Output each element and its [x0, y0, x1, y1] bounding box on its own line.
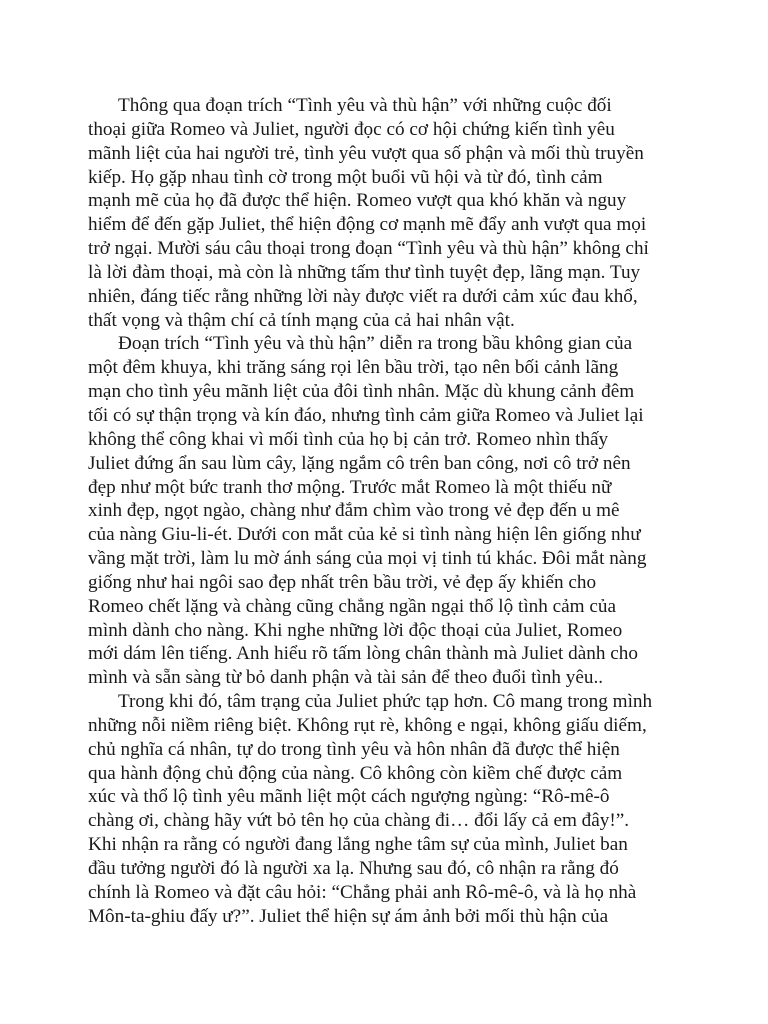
text-line: mạn cho tình yêu mãnh liệt của đôi tình nhân. Mặc dù khung cảnh đêm: [88, 381, 635, 403]
text-line: vầng mặt trời, làm lu mờ ánh sáng của mọi vị tinh tú khác. Đôi mắt nàng: [88, 548, 647, 570]
text-line: mãnh liệt của hai người trẻ, tình yêu vượt qua số phận và mối thù truyền: [88, 142, 644, 164]
text-line: là lời đàm thoại, mà còn là những tấm thư tình tuyệt đẹp, lãng mạn. Tuy: [88, 261, 641, 283]
text-line: không thể công khai vì mối tình của họ bị cản trở. Romeo nhìn thấy: [88, 428, 609, 450]
text-line: thất vọng và thậm chí cả tính mạng của cả hai nhân vật.: [88, 309, 515, 331]
text-line: trở ngại. Mười sáu câu thoại trong đoạn “Tình yêu và thù hận” không chỉ: [88, 238, 649, 260]
text-line: chính là Romeo và đặt câu hỏi: “Chẳng phải anh Rô-mê-ô, và là họ nhà: [88, 881, 637, 903]
text-line: Romeo chết lặng và chàng cũng chẳng ngần ngại thổ lộ tình cảm của: [88, 595, 617, 617]
text-line: Môn-ta-ghiu đấy ư?”. Juliet thể hiện sự ám ảnh bởi mối thù hận của: [88, 905, 609, 927]
text-line: của nàng Giu-li-ét. Dưới con mắt của kẻ si tình nàng hiện lên giống như: [88, 524, 641, 546]
text-line: chủ nghĩa cá nhân, tự do trong tình yêu và hôn nhân đã được thể hiện: [88, 738, 620, 760]
text-line: một đêm khuya, khi trăng sáng rọi lên bầu trời, tạo nên bối cảnh lãng: [88, 357, 619, 379]
text-line: tối có sự thận trọng và kín đáo, nhưng tình cảm giữa Romeo và Juliet lại: [88, 404, 644, 426]
text-line: hiểm để đến gặp Juliet, thể hiện động cơ mạnh mẽ đẩy anh vượt qua mọi: [88, 214, 647, 236]
text-line: đầu tưởng người đó là người xa lạ. Nhưng sau đó, cô nhận ra rằng đó: [88, 858, 619, 879]
text-line: đẹp như một bức tranh thơ mộng. Trước mắt Romeo là một thiếu nữ: [88, 476, 612, 498]
text-line: Juliet đứng ẩn sau lùm cây, lặng ngắm cô trên ban công, nơi cô trở nên: [88, 452, 631, 474]
body-text: [88, 94, 688, 929]
text-line: mạnh mẽ của họ đã được thể hiện. Romeo vượt qua khó khăn và nguy: [88, 190, 627, 212]
text-line: những nỗi niềm riêng biệt. Không rụt rè, không e ngại, không giấu diếm,: [88, 714, 647, 736]
text-line: kiếp. Họ gặp nhau tình cờ trong một buổi vũ hội và từ đó, tình cảm: [88, 166, 603, 188]
paragraph: [88, 690, 688, 928]
paragraph: [88, 332, 688, 690]
text-line: Trong khi đó, tâm trạng của Juliet phức tạp hơn. Cô mang trong mình: [118, 691, 653, 713]
text-line: thoại giữa Romeo và Juliet, người đọc có cơ hội chứng kiến tình yêu: [88, 118, 615, 140]
text-line: giống như hai ngôi sao đẹp nhất trên bầu trời, vẻ đẹp ấy khiến cho: [88, 571, 597, 593]
text-line: xúc và thổ lộ tình yêu mãnh liệt một cách ngượng ngùng: “Rô-mê-ô: [88, 786, 610, 808]
text-line: Thông qua đoạn trích “Tình yêu và thù hận” với những cuộc đối: [118, 95, 612, 116]
text-line: mới dám lên tiếng. Anh hiểu rõ tấm lòng chân thành mà Juliet dành cho: [88, 643, 638, 665]
text-line: mình dành cho nàng. Khi nghe những lời độc thoại của Juliet, Romeo: [88, 619, 623, 641]
text-line: nhiên, đáng tiếc rằng những lời này được viết ra dưới cảm xúc đau khổ,: [88, 285, 638, 307]
text-line: qua hành động chủ động của nàng. Cô không còn kiềm chế được cảm: [88, 762, 623, 784]
paragraph: [88, 94, 688, 332]
text-line: mình và sẵn sàng từ bỏ danh phận và tài sản để theo đuổi tình yêu..: [88, 667, 604, 689]
text-line: Khi nhận ra rằng có người đang lắng nghe tâm sự của mình, Juliet ban: [88, 834, 628, 856]
text-line: xinh đẹp, ngọt ngào, chàng như đắm chìm vào trong vẻ đẹp đến u mê: [88, 500, 620, 522]
text-line: chàng ơi, chàng hãy vứt bỏ tên họ của chàng đi… đổi lấy cả em đây!”.: [88, 810, 630, 832]
text-line: Đoạn trích “Tình yêu và thù hận” diễn ra trong bầu không gian của: [118, 333, 633, 355]
